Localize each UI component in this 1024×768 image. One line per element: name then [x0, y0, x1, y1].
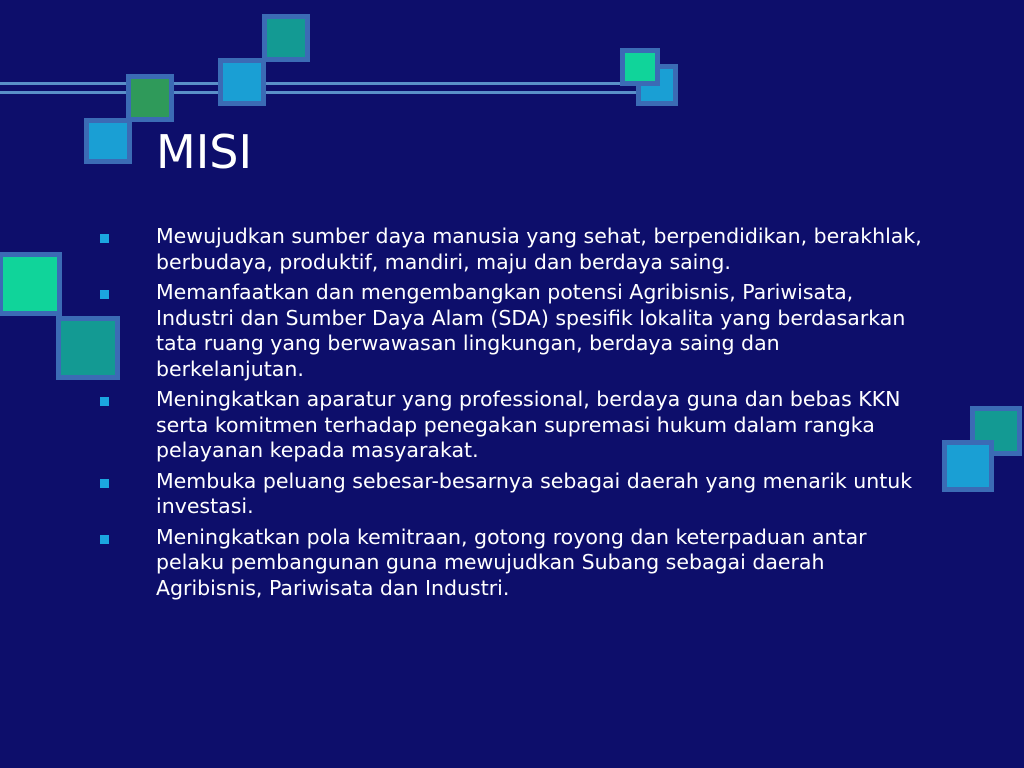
square-bullet-icon	[100, 479, 109, 488]
decorative-line-top	[0, 82, 650, 85]
list-item-text: Meningkatkan aparatur yang professional, berdaya guna dan bebas KKN serta komitmen terhadap penegakan supremasi hukum dalam rangka pelayanan kepada masyarakat.	[156, 387, 901, 462]
mission-list	[96, 224, 926, 606]
decorative-line-bottom	[0, 91, 650, 94]
decorative-square	[942, 440, 994, 492]
list-item	[96, 525, 926, 602]
list-item	[96, 387, 926, 464]
decorative-square	[0, 252, 62, 316]
list-item	[96, 469, 926, 520]
decorative-square	[218, 58, 266, 106]
decorative-square	[620, 48, 660, 86]
square-bullet-icon	[100, 535, 109, 544]
list-item-text: Memanfaatkan dan mengembangkan potensi Agribisnis, Pariwisata, Industri dan Sumber Daya Alam (SDA) spesifik lokalita yang berdasarkan tata ruang yang berwawasan lingkungan, berdaya saing dan berkelanjutan.	[156, 280, 906, 381]
list-item-text: Meningkatkan pola kemitraan, gotong royong dan keterpaduan antar pelaku pembangunan guna mewujudkan Subang sebagai daerah Agribisnis, Pariwisata dan Industri.	[156, 524, 867, 600]
decorative-square	[126, 74, 174, 122]
list-item-text: Membuka peluang sebesar-besarnya sebagai daerah yang menarik untuk investasi.	[156, 468, 913, 518]
list-item	[96, 224, 926, 275]
slide-title: MISI	[156, 125, 253, 179]
list-item-text: Mewujudkan sumber daya manusia yang sehat, berpendidikan, berakhlak, berbudaya, produktif, mandiri, maju dan berdaya saing.	[156, 224, 922, 274]
square-bullet-icon	[100, 397, 109, 406]
square-bullet-icon	[100, 290, 109, 299]
list-item	[96, 280, 926, 382]
square-bullet-icon	[100, 234, 109, 243]
decorative-square	[84, 118, 132, 164]
decorative-square	[262, 14, 310, 62]
